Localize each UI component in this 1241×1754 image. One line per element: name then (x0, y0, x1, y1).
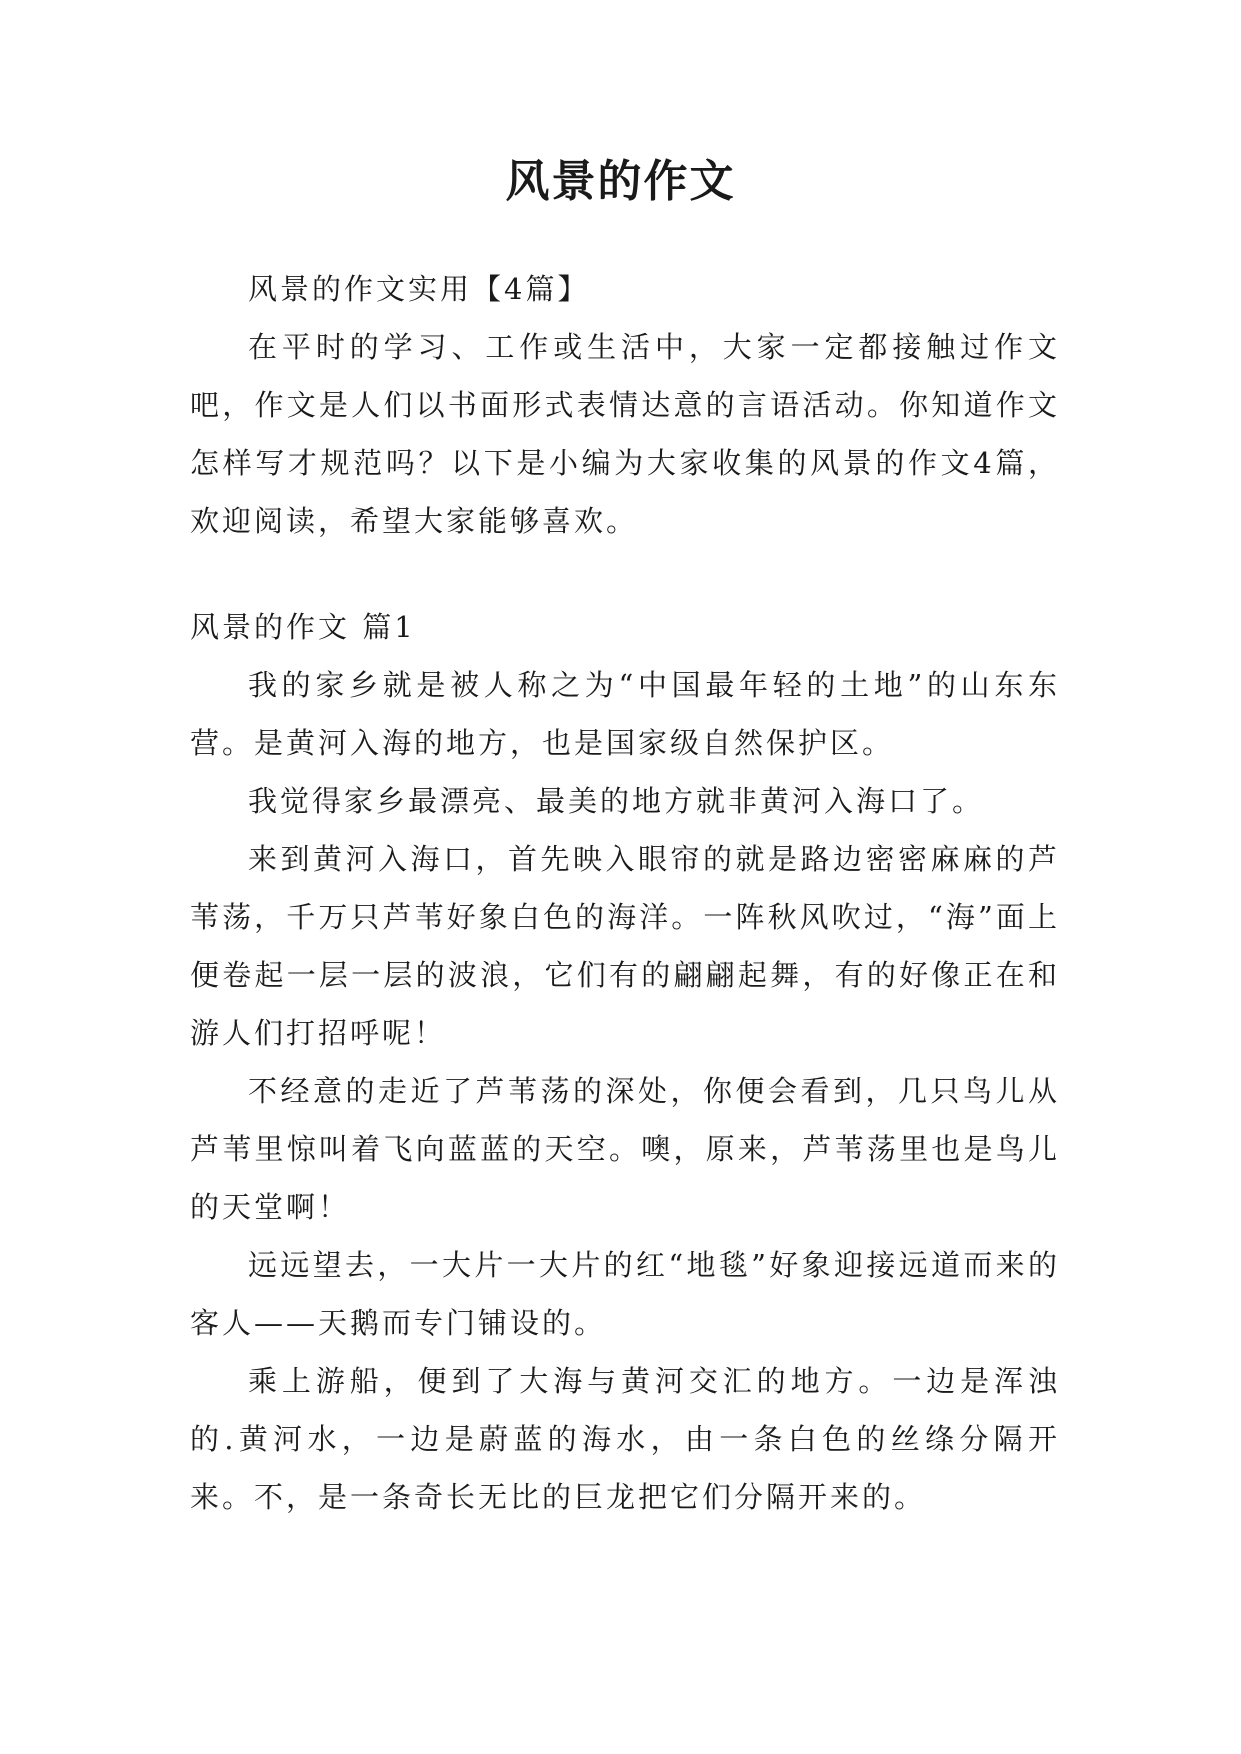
body-paragraph-4: 不经意的走近了芦苇荡的深处，你便会看到，几只鸟儿从芦苇里惊叫着飞向蓝蓝的天空。噢，原来，芦苇荡里也是鸟儿的天堂啊！ (190, 1074, 1060, 1224)
body-paragraph-3: 来到黄河入海口，首先映入眼帘的就是路边密密麻麻的芦苇荡，千万只芦苇好象白色的海洋。一阵秋风吹过，“海”面上便卷起一层一层的波浪，它们有的翩翩起舞，有的好像正在和游人们打招呼呢！ (190, 842, 1060, 1050)
body-paragraph-1: 我的家乡就是被人称之为“中国最年轻的土地”的山东东营。是黄河入海的地方，也是国家级自然保护区。 (190, 668, 1060, 760)
document-body (190, 260, 1060, 1526)
body-paragraph-5: 远远望去，一大片一大片的红“地毯”好象迎接远道而来的客人——天鹅而专门铺设的。 (190, 1248, 1060, 1340)
intro-paragraph: 在平时的学习、工作或生活中，大家一定都接触过作文吧，作文是人们以书面形式表情达意的言语活动。你知道作文怎样写才规范吗？以下是小编为大家收集的风景的作文4篇，欢迎阅读，希望大家能够喜欢。 (190, 330, 1060, 538)
body-paragraph-6: 乘上游船，便到了大海与黄河交汇的地方。一边是浑浊的.黄河水，一边是蔚蓝的海水，由一条白色的丝绦分隔开来。不，是一条奇长无比的巨龙把它们分隔开来的。 (190, 1364, 1060, 1514)
document-subtitle: 风景的作文实用【4篇】 (248, 272, 590, 306)
document-title: 风景的作文 (505, 156, 736, 207)
body-paragraph-2: 我觉得家乡最漂亮、最美的地方就非黄河入海口了。 (248, 784, 985, 818)
section-heading: 风景的作文 篇1 (190, 610, 416, 644)
